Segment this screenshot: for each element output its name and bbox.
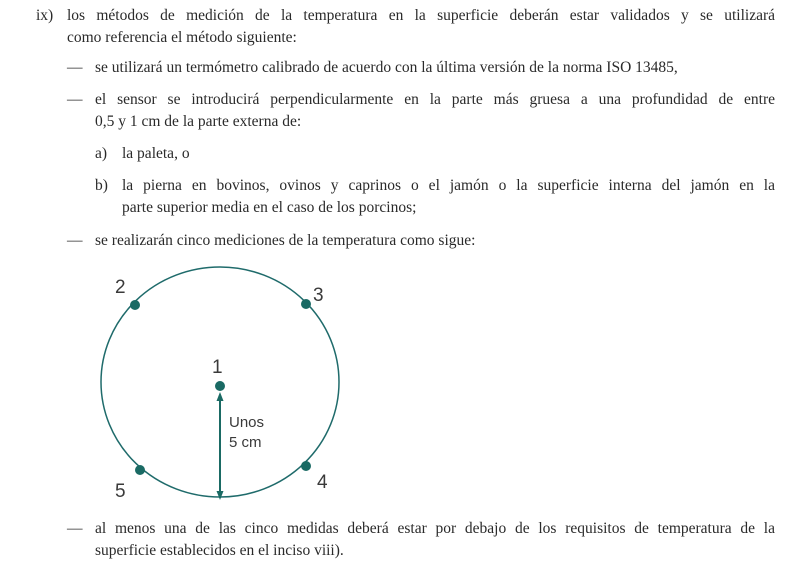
bullet-4-text-line2: superficie establecidos en el inciso viii).	[95, 542, 344, 559]
bullet-4-text-line1: al menos una de las cinco medidas deberá estar por debajo de los requisitos de temperatura de la	[95, 520, 775, 537]
sub-a-marker: a)	[95, 145, 108, 162]
depth-arrow-head-up	[217, 392, 224, 401]
sub-b-marker: b)	[95, 177, 108, 194]
item-text-line2: como referencia el método siguiente:	[67, 29, 297, 46]
measure-point-2	[130, 300, 140, 310]
measure-point-1	[215, 381, 225, 391]
bullet-dash: —	[67, 91, 83, 108]
bullet-dash: —	[67, 520, 83, 537]
measure-point-5	[135, 465, 145, 475]
bullet-1-text: se utilizará un termómetro calibrado de acuerdo con la última versión de la norma ISO 13485,	[95, 59, 678, 76]
point-label-5: 5	[115, 481, 126, 502]
measure-point-3	[301, 299, 311, 309]
point-label-4: 4	[317, 472, 328, 493]
sub-a-text: la paleta, o	[122, 145, 190, 162]
bullet-2-text-line2: 0,5 y 1 cm de la parte externa de:	[95, 113, 302, 130]
depth-arrow-head-down	[217, 491, 224, 500]
item-text-line1: los métodos de medición de la temperatura en la superficie deberán estar validados y se utilizará	[67, 7, 775, 24]
bullet-dash: —	[67, 232, 83, 249]
point-label-1: 1	[212, 357, 223, 378]
distance-label-line2: 5 cm	[229, 434, 262, 451]
point-label-3: 3	[313, 285, 324, 306]
bullet-dash: —	[67, 59, 83, 76]
sub-b-text-line2: parte superior media en el caso de los porcinos;	[122, 199, 417, 216]
sub-b-text-line1: la pierna en bovinos, ovinos y caprinos o el jamón o la superficie interna del jamón en la	[122, 177, 775, 194]
point-label-2: 2	[115, 277, 126, 298]
measure-point-4	[301, 461, 311, 471]
item-marker: ix)	[36, 7, 54, 24]
bullet-3-text: se realizarán cinco mediciones de la temperatura como sigue:	[95, 232, 476, 249]
bullet-2-text-line1: el sensor se introducirá perpendicularmente en la parte más gruesa a una profundidad de entre	[95, 91, 775, 108]
distance-label-line1: Unos	[229, 414, 265, 431]
